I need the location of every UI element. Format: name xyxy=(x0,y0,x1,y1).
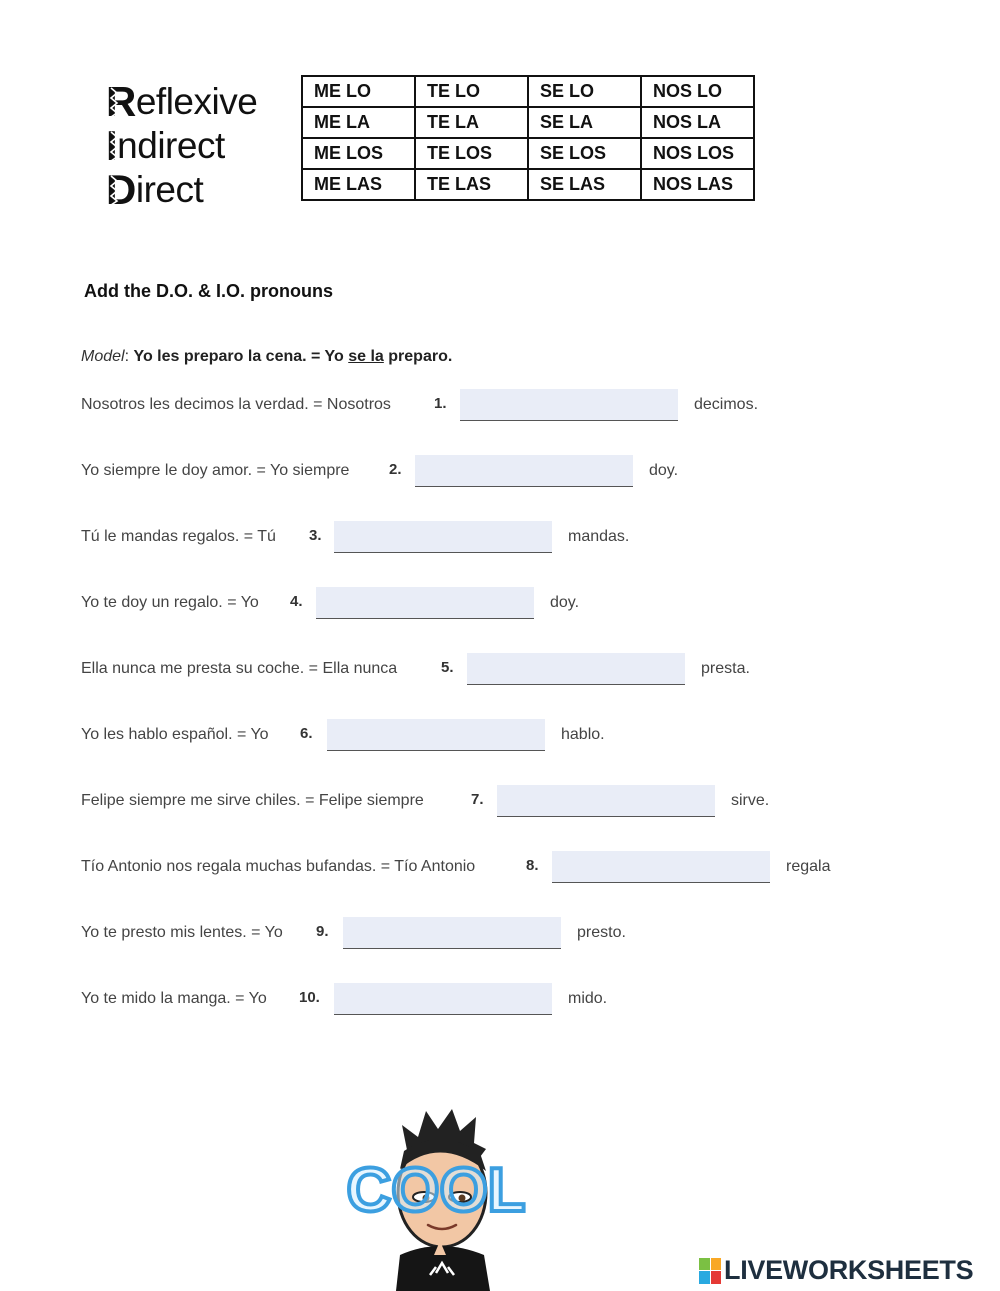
exercise-prompt: Yo te mido la manga. = Yo xyxy=(81,990,267,1007)
exercise-verb: doy. xyxy=(550,594,580,611)
exercise-verb: hablo. xyxy=(561,726,605,743)
answer-input-3[interactable] xyxy=(334,521,552,553)
answer-input-8[interactable] xyxy=(552,851,770,883)
table-cell: NOS LO xyxy=(641,76,754,107)
model-answer: se la xyxy=(348,348,384,365)
answer-input-5[interactable] xyxy=(467,653,685,685)
zigzag-decoration xyxy=(109,130,119,162)
table-cell: TE LAS xyxy=(415,169,528,200)
exercise-prompt: Nosotros les decimos la verdad. = Nosotros xyxy=(81,396,391,413)
answer-input-4[interactable] xyxy=(316,587,534,619)
legend-word: eflexive xyxy=(135,81,258,122)
exercise-verb: presto. xyxy=(577,924,626,941)
zigzag-decoration xyxy=(109,86,119,118)
table-cell: ME LO xyxy=(302,76,415,107)
exercise-verb: mido. xyxy=(568,990,608,1007)
table-row xyxy=(302,107,754,138)
table-row xyxy=(302,169,754,200)
table-cell: SE LAS xyxy=(528,169,641,200)
legend-line-reflexive xyxy=(106,78,286,125)
model-sentence: Yo les preparo la cena. = Yo xyxy=(133,348,349,365)
pronoun-table xyxy=(301,75,755,201)
table-cell: SE LOS xyxy=(528,138,641,169)
model-end: preparo. xyxy=(383,348,453,365)
exercise-number: 6. xyxy=(300,725,313,742)
table-cell: TE LA xyxy=(415,107,528,138)
answer-input-9[interactable] xyxy=(343,917,561,949)
exercise-verb: regala xyxy=(786,858,831,875)
exercise-number: 4. xyxy=(290,593,303,610)
exercise-prompt: Tío Antonio nos regala muchas bufandas. = Tío Antonio xyxy=(81,858,476,875)
answer-input-6[interactable] xyxy=(327,719,545,751)
answer-input-2[interactable] xyxy=(415,455,633,487)
answer-input-7[interactable] xyxy=(497,785,715,817)
table-row xyxy=(302,76,754,107)
exercise-number: 2. xyxy=(389,461,402,478)
zigzag-decoration xyxy=(109,174,119,206)
brand-name: LIVEWORKSHEETS xyxy=(724,1255,974,1285)
answer-input-10[interactable] xyxy=(334,983,552,1015)
legend-word: irect xyxy=(135,169,204,210)
table-cell: TE LOS xyxy=(415,138,528,169)
table-cell: TE LO xyxy=(415,76,528,107)
table-cell: SE LO xyxy=(528,76,641,107)
liveworksheets-logo xyxy=(699,1255,973,1286)
cool-text: COOL xyxy=(346,1156,526,1225)
exercise-number: 5. xyxy=(441,659,454,676)
exercise-verb: mandas. xyxy=(568,528,630,545)
badge-square xyxy=(699,1271,710,1284)
table-cell: NOS LAS xyxy=(641,169,754,200)
legend-letter-d: D xyxy=(106,166,136,213)
table-cell: SE LA xyxy=(528,107,641,138)
exercise-number: 7. xyxy=(471,791,484,808)
table-cell: NOS LA xyxy=(641,107,754,138)
brand-badge xyxy=(699,1258,721,1284)
model-example xyxy=(81,348,452,366)
exercise-prompt: Yo te presto mis lentes. = Yo xyxy=(81,924,283,941)
exercise-number: 3. xyxy=(309,527,322,544)
answer-input-1[interactable] xyxy=(460,389,678,421)
exercise-verb: doy. xyxy=(649,462,679,479)
exercise-prompt: Yo les hablo español. = Yo xyxy=(81,726,269,743)
exercise-prompt: Tú le mandas regalos. = Tú xyxy=(81,528,276,545)
model-sep: : xyxy=(124,348,134,365)
legend-letter-r: R xyxy=(106,78,136,125)
exercise-prompt: Ella nunca me presta su coche. = Ella nunca xyxy=(81,660,398,677)
exercise-verb: presta. xyxy=(701,660,750,677)
table-cell: NOS LOS xyxy=(641,138,754,169)
exercise-prompt: Yo te doy un regalo. = Yo xyxy=(81,594,259,611)
table-cell: ME LAS xyxy=(302,169,415,200)
badge-square xyxy=(711,1271,722,1284)
exercise-number: 9. xyxy=(316,923,329,940)
badge-square xyxy=(699,1258,710,1271)
cool-avatar-sticker xyxy=(340,1105,540,1291)
instructions-heading: Add the D.O. & I.O. pronouns xyxy=(84,281,333,301)
table-row xyxy=(302,138,754,169)
legend-line-indirect xyxy=(106,122,286,169)
table-cell: ME LA xyxy=(302,107,415,138)
exercise-prompt: Yo siempre le doy amor. = Yo siempre xyxy=(81,462,350,479)
legend-line-direct xyxy=(106,166,286,213)
exercise-number: 8. xyxy=(526,857,539,874)
model-label: Model xyxy=(81,348,125,365)
exercise-verb: decimos. xyxy=(694,396,759,413)
exercise-number: 1. xyxy=(434,395,447,412)
rid-legend xyxy=(106,78,286,213)
legend-letter-i: I xyxy=(106,122,118,169)
exercise-verb: sirve. xyxy=(731,792,770,809)
table-cell: ME LOS xyxy=(302,138,415,169)
legend-word: ndirect xyxy=(117,125,225,166)
exercise-number: 10. xyxy=(299,989,320,1006)
exercise-prompt: Felipe siempre me sirve chiles. = Felipe siempre xyxy=(81,792,424,809)
badge-square xyxy=(711,1258,722,1271)
